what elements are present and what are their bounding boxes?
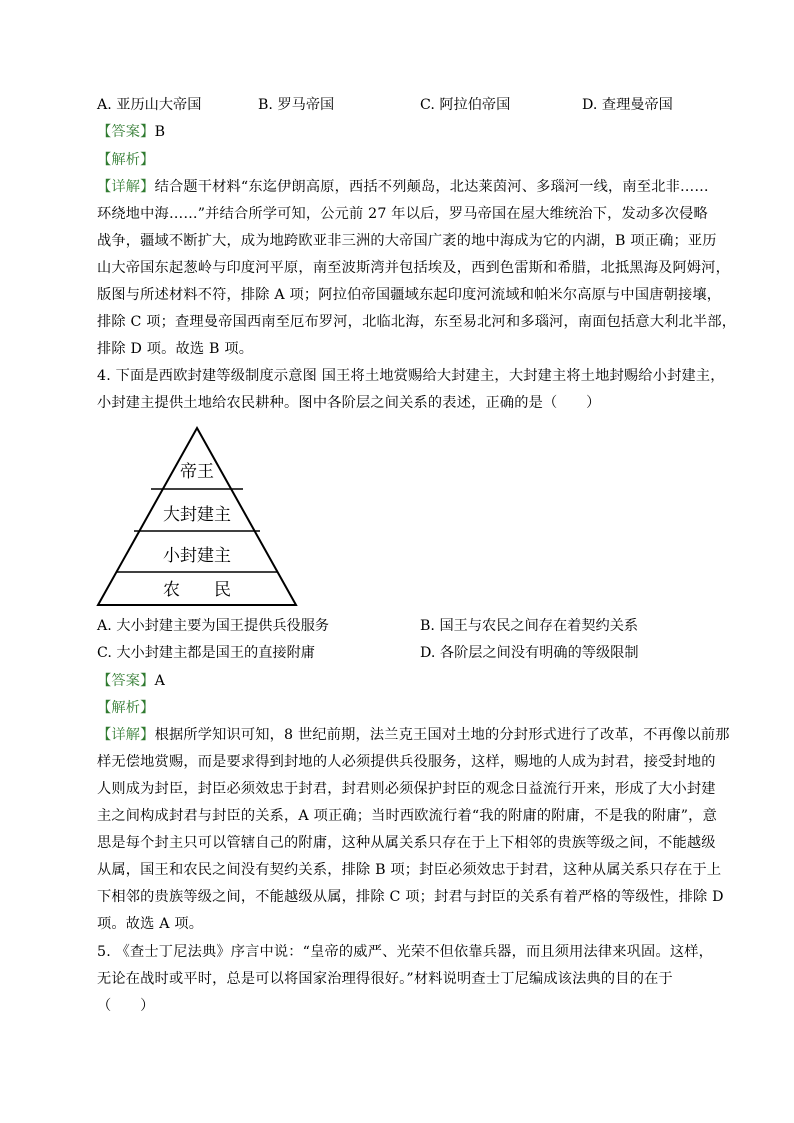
question-stem: 无论在战时或平时，总是可以将国家治理得很好。”材料说明查士丁尼编成该法典的目的在于 <box>97 971 673 987</box>
pyramid-level-king: 帝王 <box>180 462 214 482</box>
detail-line: 项。故选 A 项。 <box>97 916 204 932</box>
answer-value: B <box>154 124 166 140</box>
detail-line: 版图与所述材料不符，排除 A 项；阿拉伯帝国疆域东起印度河流域和帕米尔高原与中国唐朝接壤， <box>97 287 722 303</box>
option-b: B. 国王与农民之间存在着契约关系 <box>420 618 639 634</box>
detail-line: 思是每个封主只可以管辖自己的附庸，这种从属关系只存在于上下相邻的贵族等级之间，不能越级 <box>97 835 716 851</box>
answer-value: A <box>154 673 166 689</box>
question-stem: （ ） <box>97 998 155 1014</box>
option-b: B. 罗马帝国 <box>258 97 335 113</box>
option-d: D. 查理曼帝国 <box>582 97 673 113</box>
analysis-label: 【解析】 <box>97 152 155 168</box>
detail-line: 山大帝国东起葱岭与印度河平原，南至波斯湾并包括埃及，西到色雷斯和希腊，北抵黑海及阿姆河， <box>97 260 731 276</box>
detail-line: 从属，国王和农民之间没有契约关系，排除 B 项；封臣必须效忠于封君，这种从属关系只存在于上 <box>97 862 722 878</box>
question-stem: 5. 《查士丁尼法典》序言中说：“皇帝的威严、光荣不但依靠兵器，而且须用法律来巩固。这样， <box>97 944 713 960</box>
pyramid-level-peasant: 农 民 <box>163 580 231 600</box>
detail-line: 环绕地中海……”并结合所学可知，公元前 27 年以后，罗马帝国在屋大维统治下，发动多次侵略 <box>97 206 708 222</box>
answer-line <box>97 671 165 691</box>
question-stem: 小封建主提供土地给农民耕种。图中各阶层之间关系的表述，正确的是（ ） <box>97 395 601 411</box>
option-a: A. 大小封建主要为国王提供兵役服务 <box>97 618 330 634</box>
answer-label: 【答案】 <box>97 124 155 140</box>
question-stem: 4. 下面是西欧封建等级制度示意图 国王将土地赏赐给大封建主，大封建主将土地封赐给小封建主， <box>97 368 725 384</box>
detail-line: 样无偿地赏赐，而是要求得到封地的人必须提供兵役服务，这样，赐地的人成为封君，接受封地的 <box>97 754 716 770</box>
detail-line: 下相邻的贵族等级之间，不能越级从属，排除 C 项；封君与封臣的关系有着严格的等级性，排除 D <box>97 889 724 905</box>
detail-line: 人则成为封臣，封臣必须效忠于封君，封君则必须保护封臣的观念日益流行开来，形成了大小封建 <box>97 781 716 797</box>
detail-line: 【详解】根据所学知识可知，8 世纪前期，法兰克王国对土地的分封形式进行了改革，不再像以前那 <box>97 727 730 743</box>
answer-label: 【答案】 <box>97 673 155 689</box>
feudal-pyramid-diagram <box>96 425 300 609</box>
detail-label: 【详解】 <box>97 179 155 195</box>
detail-line: 战争，疆域不断扩大，成为地跨欧亚非三洲的大帝国广袤的地中海成为它的内湖，B 项正确；亚历 <box>97 233 717 249</box>
analysis-label: 【解析】 <box>97 700 155 716</box>
detail-line: 排除 D 项。故选 B 项。 <box>97 341 254 357</box>
answer-line <box>97 122 165 142</box>
option-a: A. 亚历山大帝国 <box>97 97 202 113</box>
detail-line: 主之间构成封君与封臣的关系，A 项正确；当时西欧流行着“我的附庸的附庸，不是我的附庸”，意 <box>97 808 717 824</box>
option-c: C. 大小封建主都是国王的直接附庸 <box>97 645 315 661</box>
detail-label: 【详解】 <box>97 727 155 743</box>
option-c: C. 阿拉伯帝国 <box>420 97 511 113</box>
option-d: D. 各阶层之间没有明确的等级限制 <box>420 645 639 661</box>
pyramid-level-great-lord: 大封建主 <box>163 505 231 525</box>
detail-line: 排除 C 项；查理曼帝国西南至厄布罗河，北临北海，东至易北河和多瑙河，南面包括意大利北半部， <box>97 314 737 330</box>
detail-line: 【详解】结合题干材料“东迄伊朗高原，西括不列颠岛，北达莱茵河、多瑙河一线，南至北非…… <box>97 179 709 195</box>
pyramid-level-small-lord: 小封建主 <box>163 546 231 566</box>
